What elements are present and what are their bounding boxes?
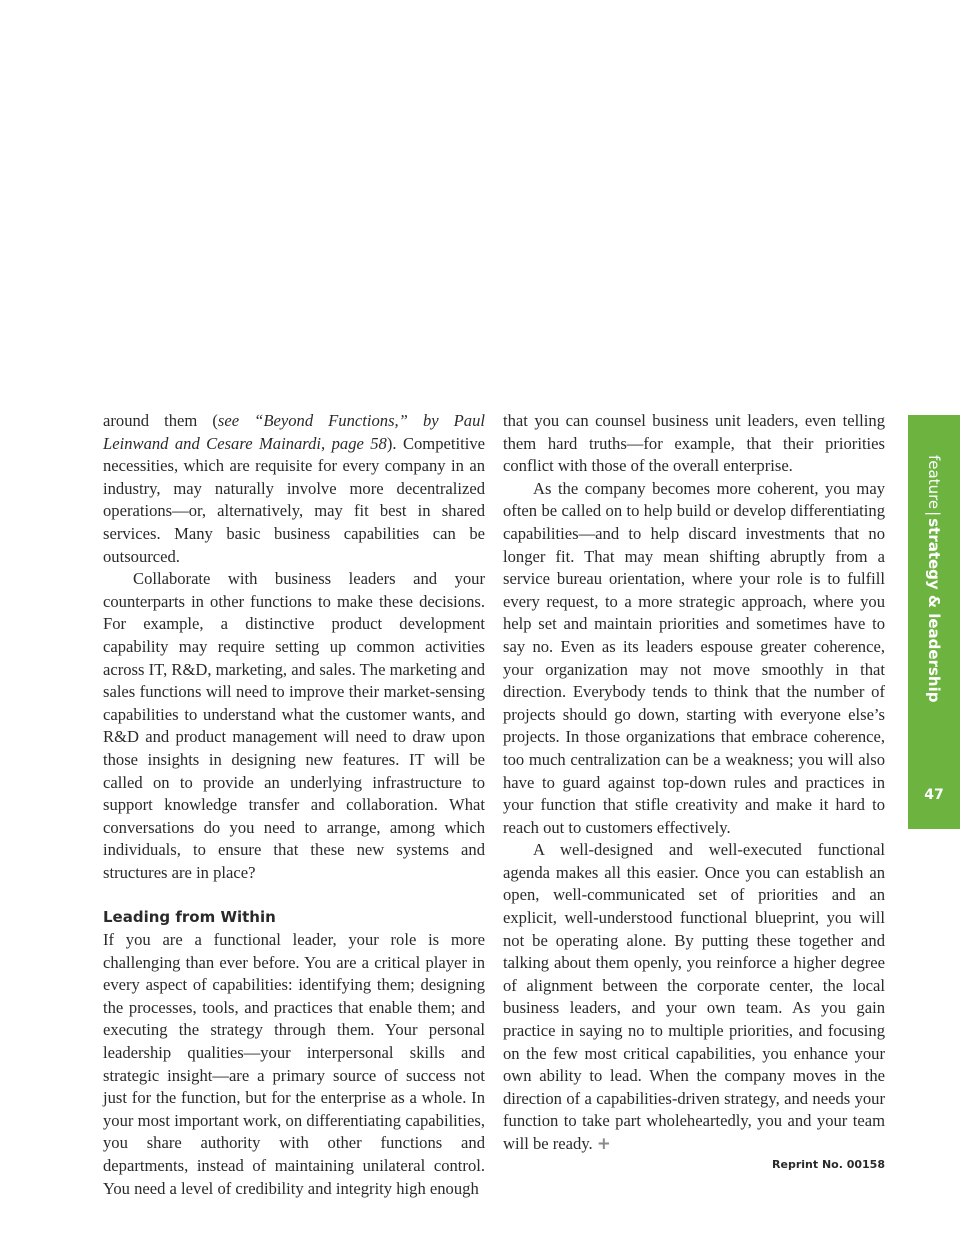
paragraph-5: As the company becomes more coherent, you may often be called on to help build or develop differentiating capabilities—and to help discard investments that no longer fit. That may mean shifting abruptly from a service bureau orientation, where your role is to fulfill every request, to a more strategic approach, where you help set and maintain priorities and sometimes have to say no. Even as its leaders espouse greater coherence, your organization may not move smoothly in that direction. Everybody tends to think that the number of projects should go down, starting with everyone else’s projects. In those organizations that embrace coherence, too much centralization can be a weakness; you will also have to guard against top-down rules and practices in your function that stifle creativity and make it hard to reach out to customers effectively. (503, 478, 885, 837)
reprint-number: Reprint No. 00158 (772, 1158, 885, 1171)
section-label: feature|strategy & leadership (925, 455, 943, 703)
paragraph-2: Collaborate with business leaders and your counterparts in other functions to make these decisions. For example, a distinctive product development capability may require setting up common activities across IT, R&D, marketing, and sales. The marketing and sales functions will need to improve their market-sensing capabilities to understand what the customer wants, and R&D and product management will need to draw upon those insights in designing new features. IT will be called on to provide an underlying infrastructure to support knowledge transfer and collaboration. What conversations do you need to arrange, among which individuals, to ensure that these new systems and structures are in place? (103, 569, 485, 882)
paragraph-1: around them (see “Beyond Functions,” by Paul Leinwand and Cesare Mainardi, page 58). Competitive necessities, which are requisite for every company in an industry, may naturally involve more decentralized operations—or, alternatively, may fit best in shared services. Many basic business capabilities can be outsourced. (103, 411, 485, 566)
citation: see “Beyond Functions,” by Paul Leinwand and Cesare Mainardi, page 58 (103, 411, 485, 453)
section-tab (908, 415, 960, 829)
paragraph-3: If you are a functional leader, your role is more challenging than ever before. You are a critical player in every aspect of capabilities: identifying them; designing the processes, tools, and practices that enable them; and executing the strategy through them. Your personal leadership qualities—your interpersonal skills and strategic insight—are a primary source of success not just for the function, but for the enterprise as a whole. In your most important work, on differentiating capabilities, you share authority with other functions and departments, instead of maintaining unilateral control. You need a level of credibility and integrity high enough (103, 930, 485, 1198)
end-mark-icon: + (596, 1134, 611, 1153)
section-heading: Leading from Within (103, 908, 276, 927)
right-column (503, 410, 885, 1156)
paragraph-4: that you can counsel business unit leaders, even telling them hard truths—for example, that their priorities conflict with those of the overall enterprise. (503, 411, 885, 476)
left-column (103, 410, 485, 1200)
page-number: 47 (924, 787, 944, 803)
paragraph-6: A well-designed and well-executed functional agenda makes all this easier. Once you can establish an open, well-communicated set of priorities and an explicit, well-understood functional blueprint, you will not be operating alone. By putting these together and talking about them openly, you reinforce a higher degree of alignment between the corporate center, the local business leaders, and your own team. As you gain practice in saying no to multiple priorities, and focusing on the few most critical capabilities, you enhance your own ability to lead. When the company moves in the direction of a capabilities-driven strategy, and needs your function to take part wholeheartedly, you and your team will be ready. + (503, 840, 885, 1153)
